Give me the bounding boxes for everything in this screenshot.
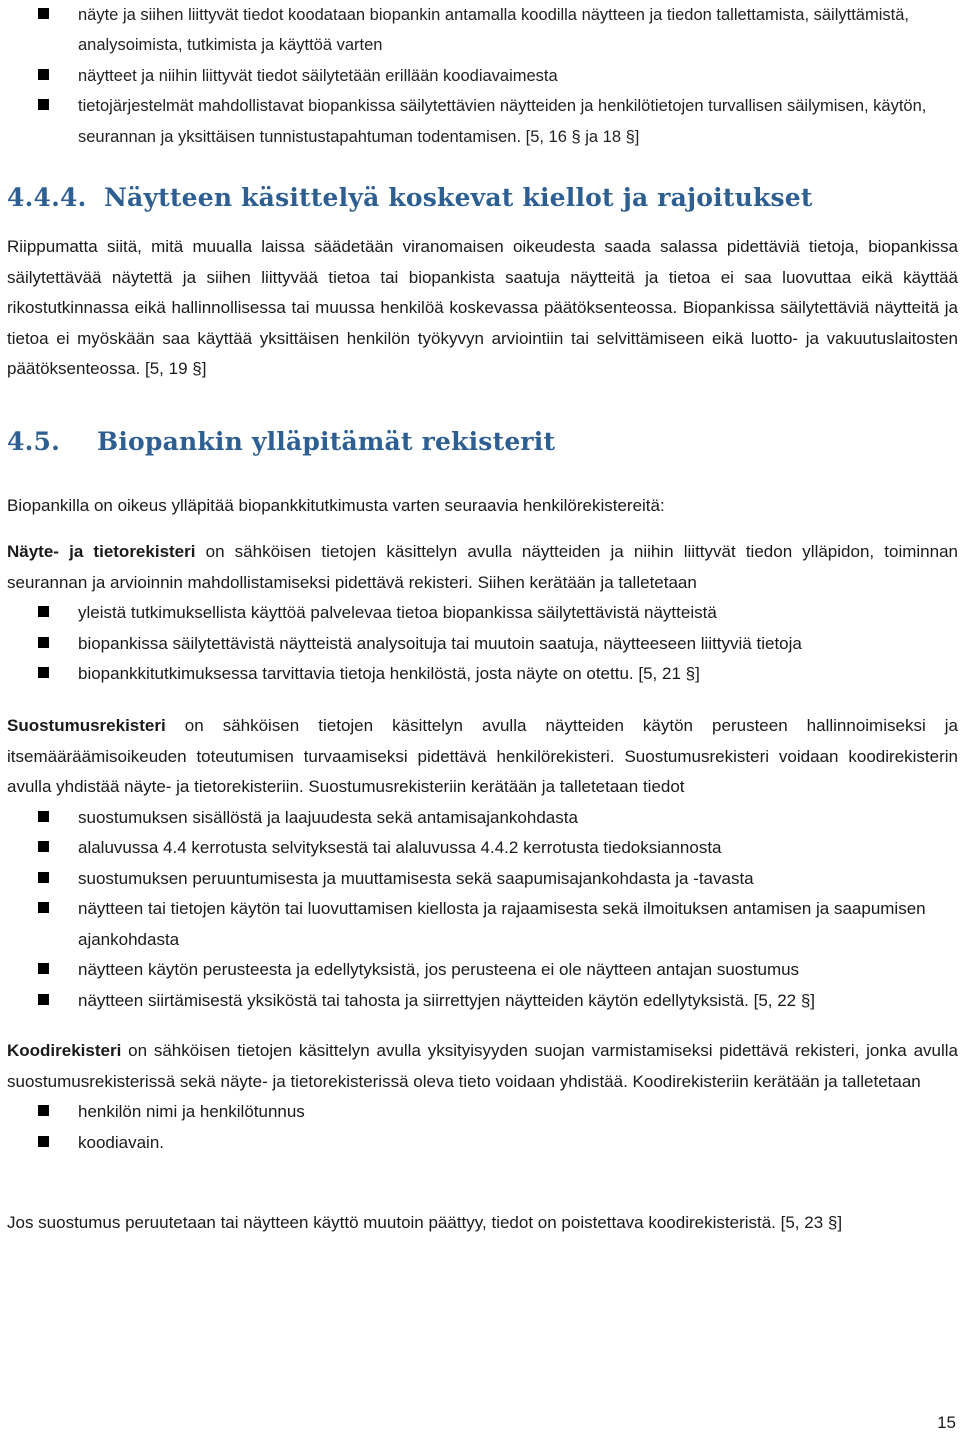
list-item-text: suostumuksen sisällöstä ja laajuudesta sekä antamisajankohdasta — [78, 807, 578, 827]
list-item — [7, 659, 958, 690]
list-item-text: yleistä tutkimuksellista käyttöä palvelevaa tietoa biopankissa säilytettävistä näytteistä — [78, 603, 717, 622]
list-item — [7, 894, 958, 955]
register-term: Koodirekisteri — [7, 1041, 122, 1060]
square-bullet-icon — [38, 667, 49, 678]
list-item-text: henkilön nimi ja henkilötunnus — [78, 1102, 305, 1121]
register-description — [7, 1036, 958, 1097]
square-bullet-icon — [38, 99, 49, 110]
list-item — [7, 864, 958, 895]
registers-intro: Biopankilla on oikeus ylläpitää biopankkitutkimusta varten seuraavia henkilörekistereitä: — [7, 496, 665, 515]
list-item-text: näytteen siirtämisestä yksiköstä tai tahosta ja siirrettyjen näytteiden käytön edellytyksistä. [5, 22 §] — [78, 990, 816, 1010]
list-item-text: biopankissa säilytettävistä näytteistä analysoituja tai muutoin saatuja, näytteeseen liittyviä tietoja — [78, 633, 802, 653]
square-bullet-icon — [38, 69, 49, 80]
square-bullet-icon — [38, 841, 49, 852]
section-number: 4.5. — [7, 427, 60, 456]
section-number: 4.4.4. — [7, 183, 87, 212]
list-item-text: biopankkitutkimuksessa tarvittavia tietoja henkilöstä, josta näyte on otettu. [5, 21 §] — [78, 664, 700, 683]
register-description — [7, 537, 958, 598]
list-item — [7, 598, 958, 629]
register-text: on sähköisen tietojen käsittelyn avulla yksityisyyden suojan varmistamiseksi pidettävä rekisteri, jonka avulla suostumusrekisterissä sekä näyte- ja tietorekisterissä oleva tieto voidaan yhdistää. Koodirekisteriin kerätään ja talletetaan — [7, 1041, 958, 1091]
square-bullet-icon — [38, 902, 49, 913]
square-bullet-icon — [38, 606, 49, 617]
intro-bullet-list — [0, 0, 960, 152]
register-text: on sähköisen tietojen käsittelyn avulla näytteiden käytön perusteen hallinnoimiseksi ja itsemääräämisoikeuden toteutumisen turvaamiseksi pidettävä henkilörekisteri. Suostumusrekisteri voidaan koodirekisterin avulla yhdistää näyte- ja tietorekisteriin. Suostumusrekisteriin kerätään ja talletetaan tiedot — [7, 716, 958, 796]
square-bullet-icon — [38, 963, 49, 974]
section-heading-4-4-4 — [7, 183, 958, 212]
section-heading-4-5 — [7, 427, 958, 456]
section-title: Näytteen käsittelyä koskevat kiellot ja rajoitukset — [104, 183, 813, 212]
list-item-text: näytteet ja niihin liittyvät tiedot säilytetään erillään koodiavaimesta — [78, 66, 558, 85]
square-bullet-icon — [38, 1136, 49, 1147]
register-bullet-list — [7, 803, 958, 1017]
list-item — [0, 91, 960, 152]
section-title: Biopankin ylläpitämät rekisterit — [97, 427, 556, 456]
restrictions-paragraph: Riippumatta siitä, mitä muualla laissa säädetään viranomaisen oikeudesta saada salassa pidettäviä tietoja, biopankissa säilytettävää näytettä ja siihen liittyvää tietoa tai biopankista saatuja näytteitä ja tietoa ei saa luovuttaa eikä käyttää rikostutkinnassa eikä hallinnollisessa tai muussa henkilöä koskevassa päätöksenteossa. Biopankissa säilytettäviä näytteitä ja tietoa ei myöskään saa käyttää yksittäisen henkilön työkyvyn arviointiin tai selvittämiseen eikä luotto- ja vakuutuslaitosten päätöksenteossa. [5, 19 §] — [7, 237, 958, 378]
register-description — [7, 711, 958, 803]
square-bullet-icon — [38, 8, 49, 19]
list-item — [7, 1128, 958, 1159]
list-item-text: koodiavain. — [78, 1132, 165, 1152]
register-bullet-list — [7, 1097, 958, 1158]
register-term: Näyte- ja tietorekisteri — [7, 542, 196, 561]
list-item — [7, 955, 958, 986]
register-koodirekisteri — [7, 1036, 958, 1158]
list-item — [7, 1097, 958, 1128]
square-bullet-icon — [38, 811, 49, 822]
list-item-text: suostumuksen peruuntumisesta ja muuttamisesta sekä saapumisajankohdasta ja -tavasta — [78, 868, 754, 888]
register-nayte-ja-tietorekisteri — [7, 537, 958, 690]
square-bullet-icon — [38, 872, 49, 883]
register-term: Suostumusrekisteri — [7, 716, 166, 735]
list-item-text: alaluvussa 4.4 kerrotusta selvityksestä tai alaluvussa 4.4.2 kerrotusta tiedoksiannosta — [78, 838, 722, 857]
list-item — [7, 833, 958, 864]
register-text: on sähköisen tietojen käsittelyn avulla näytteiden ja niihin liittyvät tiedon ylläpidon, toiminnan seurannan ja arvioinnin mahdollistamiseksi pidettävä rekisteri. Siihen kerätään ja talletetaan — [7, 542, 958, 592]
square-bullet-icon — [38, 1105, 49, 1116]
list-item-text: tietojärjestelmät mahdollistavat biopankissa säilytettävien näytteiden ja henkilötietojen turvallisen säilymisen, käytön, seurannan ja yksittäisen tunnistustapahtuman todentamisen. [5, 16 § ja 18 §] — [78, 97, 927, 146]
list-item — [7, 986, 958, 1017]
page-number: 15 — [937, 1413, 956, 1432]
list-item — [0, 0, 960, 61]
register-suostumusrekisteri — [7, 711, 958, 1016]
list-item-text: näytteen tai tietojen käytön tai luovuttamisen kiellosta ja rajaamisesta sekä ilmoituksen antamisen ja saapumisen ajankohdasta — [78, 899, 926, 949]
list-item — [7, 629, 958, 660]
register-bullet-list — [7, 598, 958, 690]
closing-paragraph: Jos suostumus peruutetaan tai näytteen käyttö muutoin päättyy, tiedot on poistettava koodirekisteristä. [5, 23 §] — [7, 1213, 843, 1232]
list-item — [7, 803, 958, 834]
list-item — [0, 61, 960, 91]
list-item-text: näyte ja siihen liittyvät tiedot koodataan biopankin antamalla koodilla näytteen ja tiedon tallettamista, säilyttämistä, analysoimista, tutkimista ja käyttöä varten — [78, 6, 909, 55]
square-bullet-icon — [38, 637, 49, 648]
list-item-text: näytteen käytön perusteesta ja edellytyksistä, jos perusteena ei ole näytteen antajan suostumus — [78, 960, 800, 979]
square-bullet-icon — [38, 994, 49, 1005]
